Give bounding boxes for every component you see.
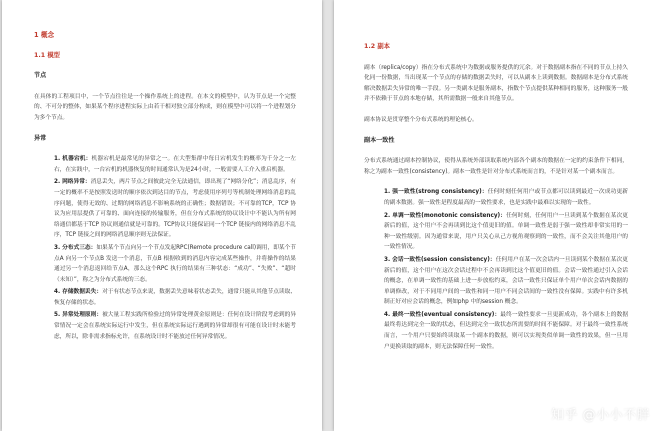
list-item	[54, 154, 296, 175]
list-item-title: 2. 网络异常：	[54, 179, 91, 186]
list-item-title: 2. 单调一致性(monotonic consistency)：	[384, 212, 507, 219]
list-item-title: 4. 存储数据丢失：	[54, 289, 103, 296]
list-item-title: 3. 分布式三态：	[54, 244, 97, 251]
list-item-text: 被大量工程实践所检验过的异常处理黄金原则是：任何在设计阶段考虑到的异常情况一定会在系统实际运行中发生，但在系统实际运行遇到的异常却很有可能在设计时未能考虑，所以，除非需求指标允许，在系统设计时不能放过任何异常情况。	[54, 312, 297, 340]
list-item-text: 机器宕机是最常见的异常之一。在大型集群中每日宕机发生的概率为千分之一左右，在实践中，一台宕机的机器恢复的时间通常认为是24小时，一般需要人工介入重启机器。	[54, 156, 296, 173]
list-item-title: 1. 机器宕机：	[54, 156, 92, 163]
consistency-list	[364, 187, 628, 352]
list-item	[384, 310, 628, 352]
list-item-text: 任何时刻任何用户或节点都可以读到最近一次成功更新的副本数据。强一致性是程度最高的一致性要求，也是实践中最难以实现的一致性。	[384, 189, 628, 206]
list-item-text: 最终一致性要求一旦更新成功，各个副本上的数据最终将达到完全一致的状态，但达到完全一致状态所需要的时间不能保障。对于最终一致性系统而言，一个用户只要始终读取某一个副本的数据，则可以实现类似单调一致性的效果，但一旦用户更换读取的副本，则无法保障任何一致性。	[384, 311, 629, 350]
node-paragraph: 在具体的工程项目中，一个节点往往是一个操作系统上的进程。在本文的模型中，认为节点是一个完整的、不可分的整体，如果某个程序进程实际上由若干相对独立部分构成，则在模型中可以将一个进程划分为多个节点。	[34, 93, 296, 121]
consistency-paragraph: 分布式系统通过副本控制协议，使得从系统外部读取系统内部各个副本的数据在一定的约束条件下相同，称之为副本一致性(consistency)。副本一致性是针对分布式系统而言的，不是针对某一个副本而言。	[364, 158, 628, 175]
list-item	[54, 310, 296, 342]
list-item	[54, 243, 296, 285]
subsection-title-replica: 1.2 副本	[364, 43, 390, 50]
exception-list	[34, 154, 296, 342]
left-document-page	[2, 0, 322, 431]
list-item	[54, 177, 296, 241]
protocol-paragraph: 副本协议是贯穿整个分布式系统的理论核心。	[364, 116, 478, 123]
list-item-text: 任何时刻，任何用户一旦读到某个数据在某次更新后的值，这个用户不会再读到比这个值更旧的值。单调一致性是弱于强一致性却非常实用的一种一致性级别。因为通常来说，用户只关心从己方视角观察到的一致性，而不会关注其他用户的一致性情况。	[384, 212, 628, 251]
list-item	[54, 287, 296, 308]
node-heading: 节点	[34, 72, 47, 80]
replica-paragraph: 副本（replica/copy）指在分布式系统中为数据或服务提供的冗余。对于数据副本指在不同的节点上持久化同一份数据，当出现某一个节点的存储的数据丢失时，可以从副本上读到数据。数据副本是分布式系统解决数据丢失异常的唯一手段。另一类副本是服务副本，指数个节点提供某种相同的服务，这种服务一般并不依赖于节点的本地存储，其所需数据一般来自其他节点。	[364, 64, 628, 103]
subsection-title-model: 1.1 模型	[34, 51, 60, 59]
section-title: 1 概念	[34, 31, 55, 39]
list-item	[384, 255, 628, 308]
list-item-text: 对于有状态节点来说，数据丢失意味着状态丢失，通常只能从其他节点读取、恢复存储的状态。	[54, 289, 297, 306]
list-item-text: 如果某个节点向另一个节点发起RPC(Remote procedure call)调用，即某个节点A 向另一个节点B 发送一个消息，节点B 根据收到的消息内容完成某些操作，并将操作的结果通过另一个消息返回给节点A，那么这个RPC 执行的结果有三种状态：“成功”、“失败”、“超时（未知）”，称之为分布式系统的三态。	[54, 244, 296, 283]
exception-heading: 异常	[34, 134, 47, 142]
list-item	[384, 187, 628, 208]
list-item	[384, 211, 628, 253]
zhihu-watermark: 知乎 @小小不胖	[550, 408, 650, 423]
consistency-heading: 副本一致性	[364, 136, 395, 144]
list-item-title: 3. 会话一致性(session consistency)：	[384, 256, 496, 263]
list-item-text: 任何用户在某一次会话内一旦读到某个数据在某次更新后的值，这个用户在这次会话过程中不会再读到比这个值更旧的值。会话一致性通过引入会话的概念，在单调一致性的基础上进一步放松约束，会话一致性只保证单个用户单次会话内数据的单调修改，对于不同用户间的一致性和同一用户不同会话间的一致性没有保障。实践中有许多机制正好对应会话的概念，例如php 中的session 概念。	[384, 256, 628, 306]
list-item-text: 消息丢失，两片节点之间彼此完全无法通信，即出现了“网络分化”；消息乱序，有一定的概率不是按照发送时的顺序依次到达目的节点，考虑使用序列号等机制处理网络消息的乱序问题，使得无效的、过期的网络消息不影响系统的正确性；数据错误；不可靠的TCP，TCP 协议为应用层提供了可靠的、面向连接的传输服务，但在分布式系统的协议设计中不能认为所有网络通信都基于TCP 协议则通信就是可靠的。TCP协议只能保证同一个TCP 链接内的网络消息不乱序，TCP 链接之间的网络消息顺序则无法保证。	[54, 179, 296, 239]
list-item-title: 5. 异常处理原则：	[54, 312, 103, 319]
list-item-title: 4. 最终一致性(eventual consistency)：	[384, 311, 501, 318]
right-document-page	[334, 0, 656, 431]
list-item-title: 1. 强一致性(strong consistency)：	[384, 189, 488, 196]
